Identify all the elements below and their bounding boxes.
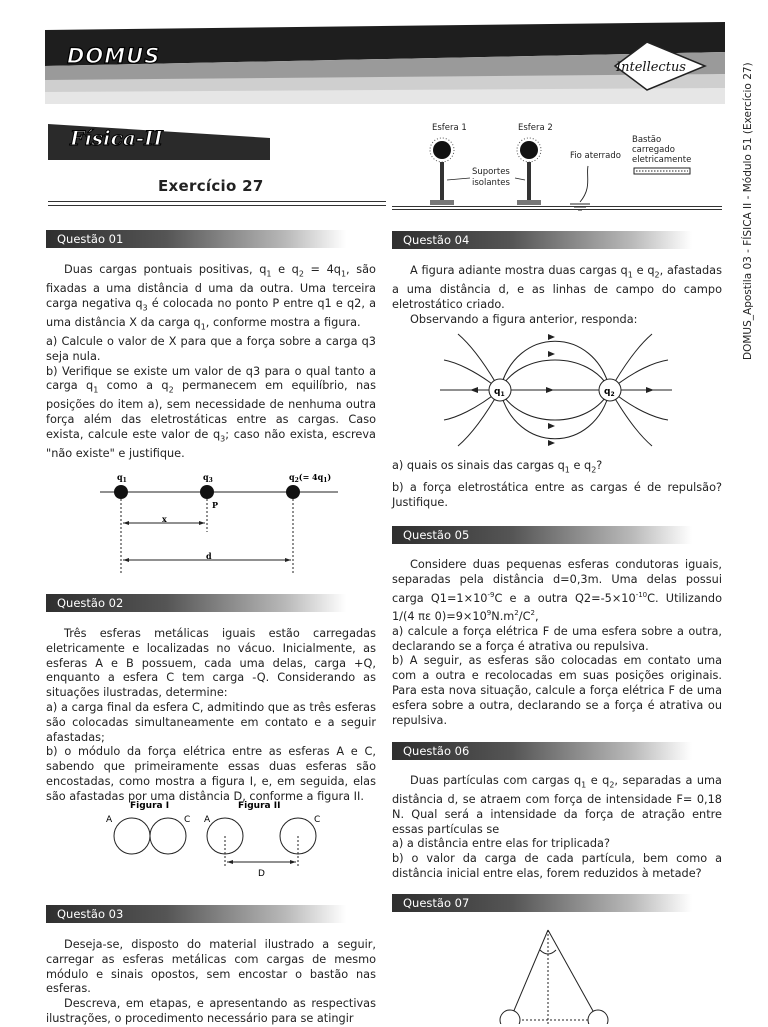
question-03-text: Deseja-se, disposto do material ilustrado a seguir, carregar as esferas metálicas com cargas de mesmo módulo e sinais opostos, sem encostar o bastão nas esferas. Descreva, em etapas, e apresentando as respectivas ilustrações, o procedimento necessário para se atingir bbox=[46, 938, 376, 1025]
pendulum-sphere-left bbox=[500, 1010, 520, 1024]
svg-text:isolantes: isolantes bbox=[472, 178, 510, 188]
question-06-header: Questão 06 bbox=[392, 742, 692, 760]
svg-text:Figura I: Figura I bbox=[130, 801, 170, 811]
svg-text:A: A bbox=[106, 815, 113, 825]
svg-text:P: P bbox=[212, 500, 219, 510]
sphere1-label: Esfera 1 bbox=[432, 123, 467, 133]
sphere2-label: Esfera 2 bbox=[518, 123, 553, 133]
charge-q2 bbox=[286, 485, 300, 499]
supports-label: Suportes bbox=[472, 167, 510, 177]
svg-text:D: D bbox=[258, 869, 265, 879]
question-01-header: Questão 01 bbox=[46, 230, 346, 248]
pendulum-sphere-right bbox=[588, 1010, 608, 1024]
logo-text: Intellectus bbox=[616, 60, 686, 75]
svg-text:q3: $q_3$ bbox=[203, 472, 213, 484]
svg-text:q1: $q_1$ bbox=[494, 387, 505, 398]
svg-text:A: A bbox=[204, 815, 211, 825]
sphere-c-fig1 bbox=[150, 818, 186, 854]
question-01-figure bbox=[100, 470, 350, 576]
sphere-2 bbox=[520, 141, 538, 159]
svg-text:C: C bbox=[184, 815, 191, 825]
question-05-text: Considere duas pequenas esferas condutoras iguais, separadas pela distância d=0,3m. Uma delas possui carga $Q1=1\times 10^{-9}C$ e a outra $Q2=-5\times 10^{-10}C$. Utilizando 1/(4 πε $0)=9\times 10^9N.m^2/C^2$, a) calcule a força elétrica F de uma esfera sobre a outra, declarando se a força é atrativa ou repulsiva. b) A seguir, as esferas são colocadas em contato uma com a outra e recolocadas em suas posições originais. Para esta nova situação, calcule a força elétrica F de uma esfera sobre a outra, declarando se a força é atrativa ou repulsiva. bbox=[392, 558, 723, 727]
question-04-header: Questão 04 bbox=[392, 231, 692, 249]
charge-q1 bbox=[114, 485, 128, 499]
question-02-figure bbox=[100, 798, 340, 880]
title-rule bbox=[48, 201, 386, 206]
question-07-header: Questão 07 bbox=[392, 894, 692, 912]
brand-logo: DOMUS bbox=[67, 44, 161, 68]
figure-rule bbox=[392, 206, 722, 210]
question-07-figure bbox=[490, 928, 620, 1024]
svg-text:C: C bbox=[314, 815, 321, 825]
charge-q3 bbox=[200, 485, 214, 499]
question-01-text: Duas cargas pontuais positivas, $q_1$ e $q_2 = 4q_1$, são fixadas a uma distância d uma da outra. Uma terceira carga negativa $q_3$ é colocada no ponto P entre q1 e q2, a uma distância X da carga $q_1$, conforme mostra a figura. a) Calcule o valor de X para que a força sobre a carga q3 seja nula. b) Verifique se existe um valor de q3 para o qual tanto a carga $q_1$ como a $q_2$ permanecem em equilíbrio, nas posições do item a), sem necessidade de nenhuma outra força além das eletrostáticas entre as cargas. Caso exista, calcule este valor de $q_3$; caso não exista, escreva "não existe" e justifique. bbox=[46, 263, 377, 461]
question-02-text: Três esferas metálicas iguais estão carregadas eletricamente e localizadas no vácuo. Inicialmente, as esferas A e B possuem, cada uma delas, carga +Q, enquanto a esfera C tem carga -Q. Considerando as situações ilustradas, determine: a) a carga final da esfera C, admitindo que as três esferas são colocadas simultaneamente em contato e a seguir afastadas; b) o módulo da força elétrica entre as esferas A e C, sabendo que primeiramente essas duas esferas são encostadas, como mostra a figura I, e, em seguida, elas são afastadas por uma distância D, conforme a figura II. bbox=[46, 627, 376, 803]
rod-label: Bastão bbox=[632, 135, 662, 145]
exercise-title: Exercício 27 bbox=[158, 177, 264, 195]
question-04-items: a) quais os sinais das cargas $q_1$ e $q_2$? b) a força eletrostática entre as cargas é de repulsão? Justifique. bbox=[392, 459, 722, 509]
svg-text:q2(= 4q1): $q_2(= 4q_1)$ bbox=[289, 472, 332, 484]
svg-text:eletricamente: eletricamente bbox=[632, 155, 692, 165]
question-02-header: Questão 02 bbox=[46, 594, 346, 612]
svg-text:Figura II: Figura II bbox=[238, 801, 281, 811]
sphere-1 bbox=[433, 141, 451, 159]
sphere-a-fig1 bbox=[114, 818, 150, 854]
ground-label: Fio aterrado bbox=[570, 151, 621, 161]
question-03-header: Questão 03 bbox=[46, 905, 346, 923]
svg-text:carregado: carregado bbox=[632, 145, 675, 155]
svg-text:q1: $q_1$ bbox=[117, 472, 127, 484]
svg-text:d: d bbox=[206, 551, 212, 561]
question-06-text: Duas partículas com cargas $q_1$ e $q_2$, separadas a uma distância d, se atraem com força de intensidade F= 0,18 N. Qual será a intensidade da força de atração entre essas partículas se a) a distância entre elas for triplicada? b) o valor da carga de cada partícula, bem como a distância inicial entre elas, forem reduzidos à metade? bbox=[392, 774, 722, 881]
question-04-text: A figura adiante mostra duas cargas $q_1$ e $q_2$, afastadas a uma distância d, e as linhas de campo do campo eletrostático criado. Observando a figura anterior, responda: bbox=[392, 264, 722, 326]
subject-title: Física-II bbox=[70, 126, 163, 150]
side-label: DOMUS_Apostila 03 - FÍSICA II - Módulo 51 (Exercício 27) bbox=[742, 62, 754, 360]
spheres-rod-figure bbox=[420, 118, 710, 214]
svg-text:x: x bbox=[162, 514, 167, 524]
question-05-header: Questão 05 bbox=[392, 526, 692, 544]
svg-text:q2: $q_2$ bbox=[604, 387, 615, 398]
field-lines-figure bbox=[440, 330, 672, 452]
